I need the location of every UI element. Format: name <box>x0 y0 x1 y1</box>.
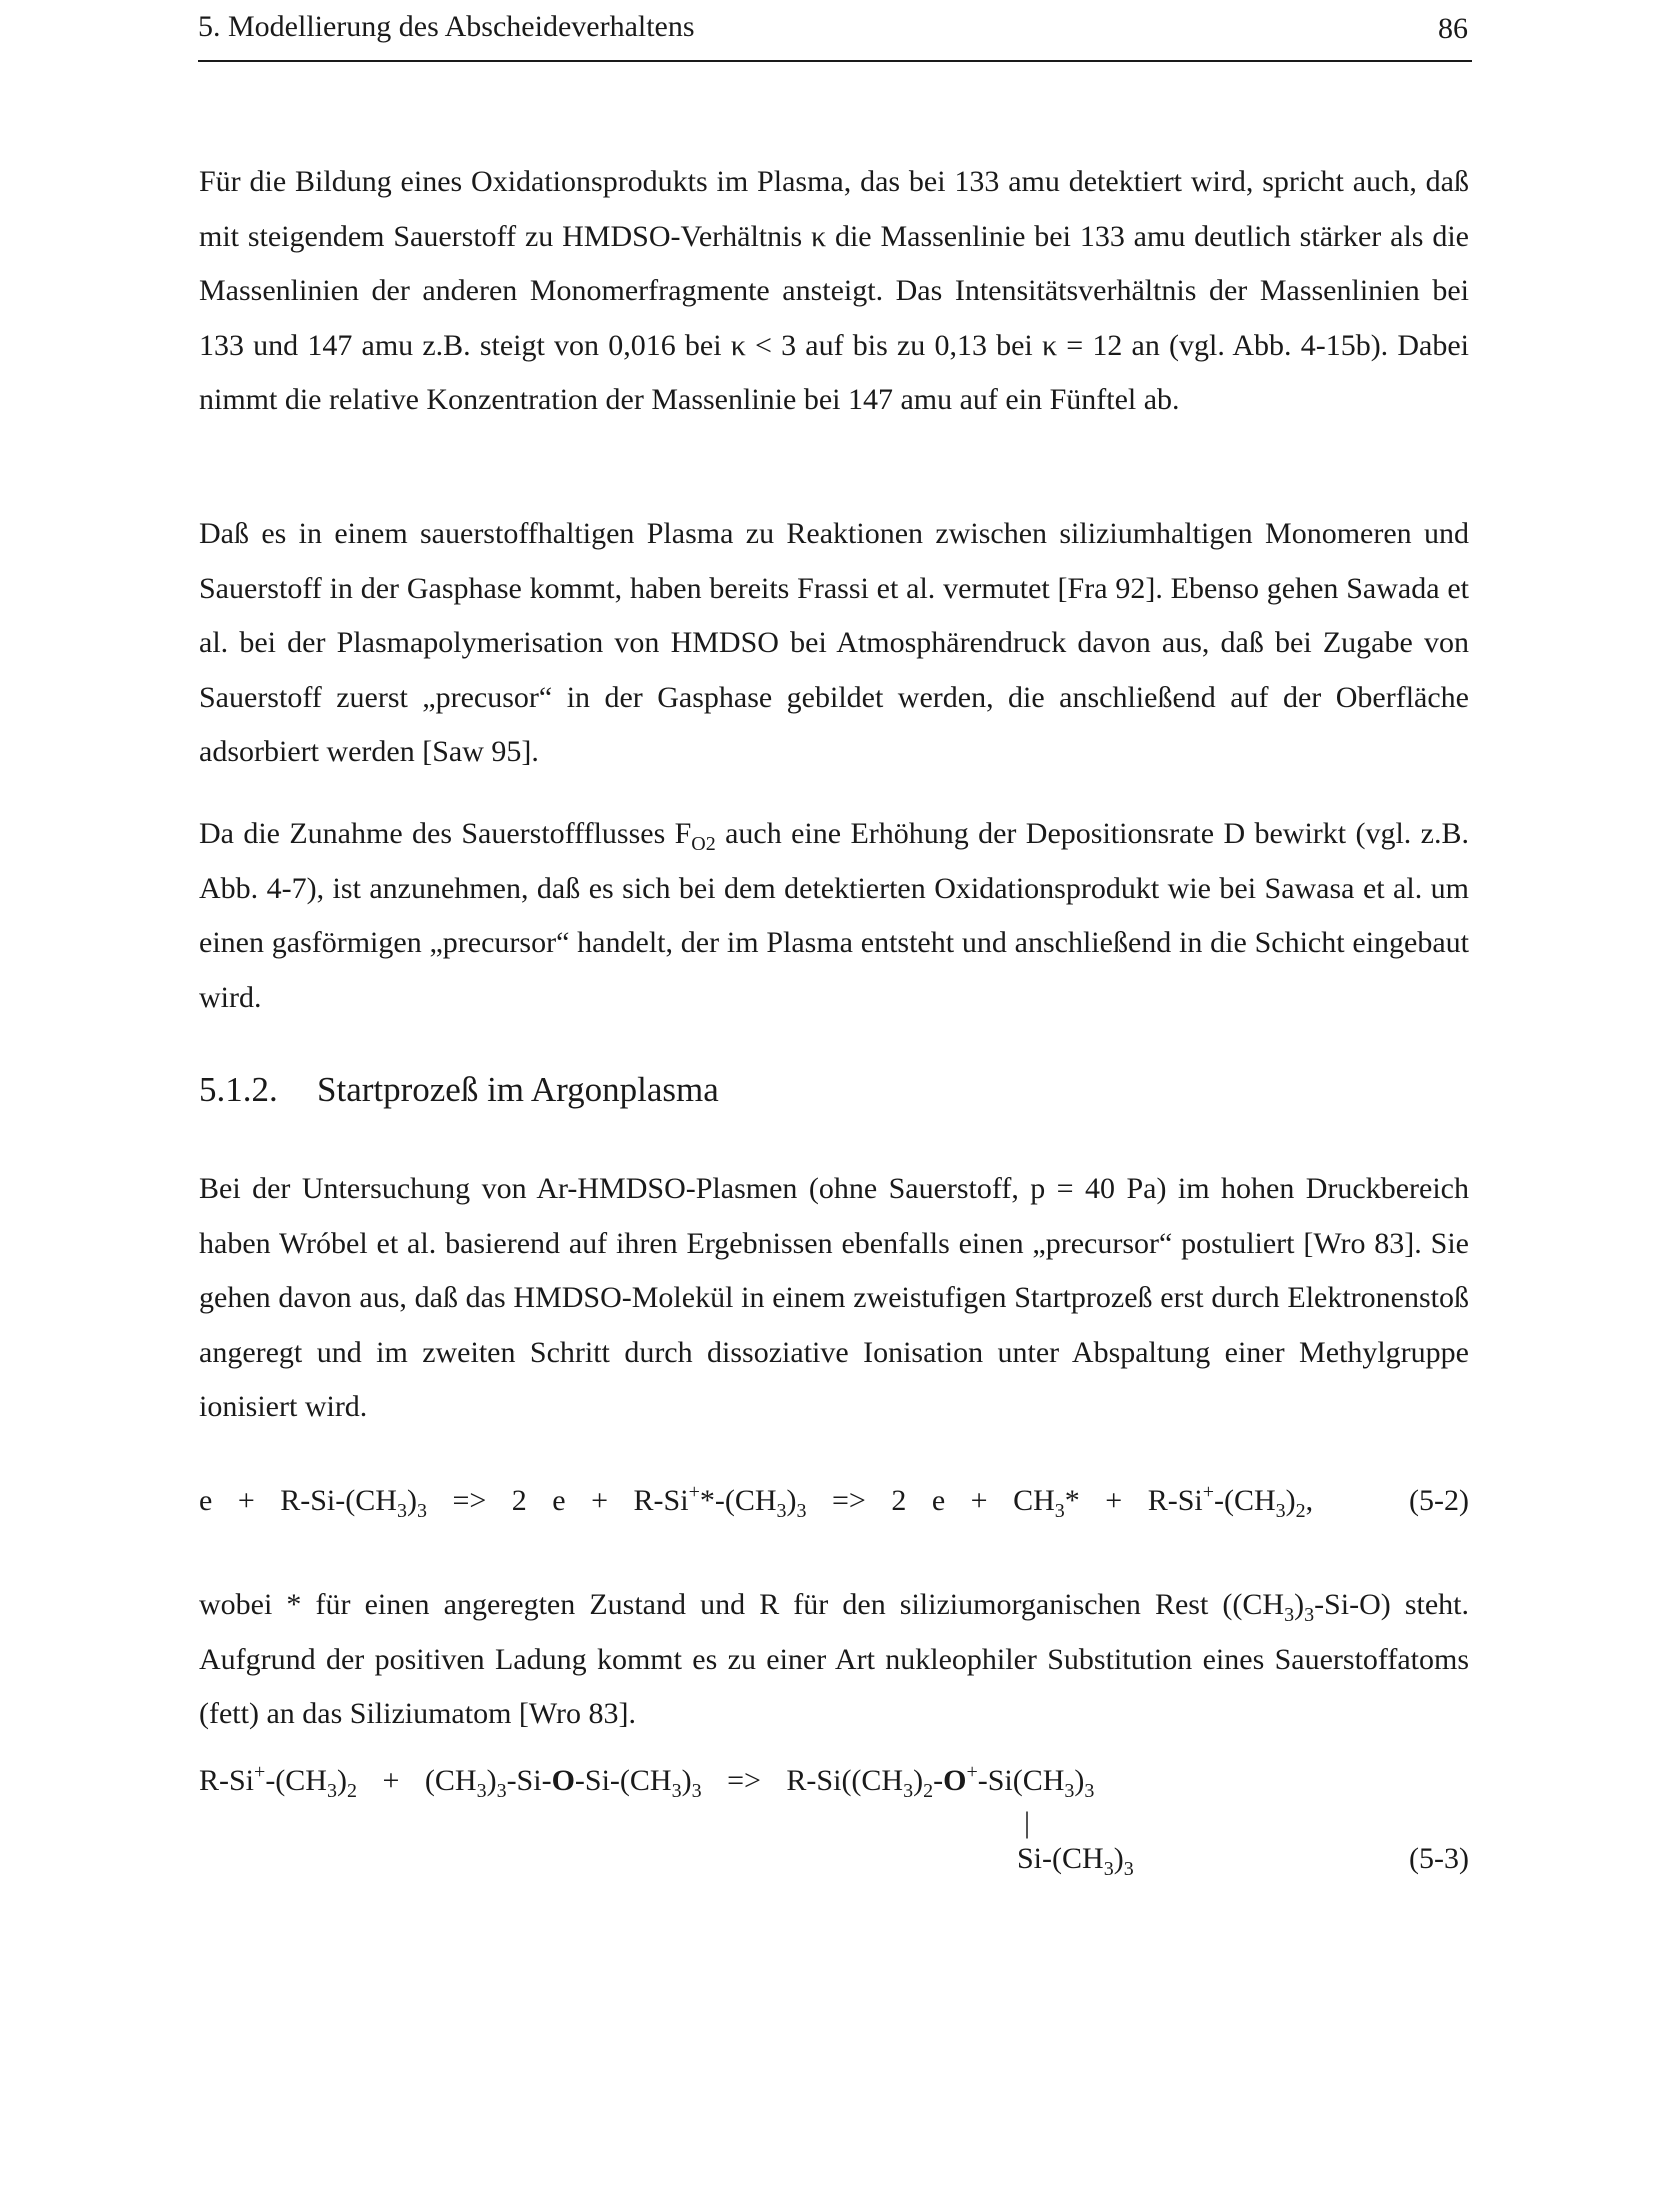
paragraph-3-text-b: auch eine Erhöhung der Depositionsrate D bewirkt (vgl. z.B. Abb. 4-7), ist anzunehmen, daß es sich bei dem detektierten Oxidationsprodukt wie bei Sawasa et al. um einen gasförmigen „precursor“ handelt, der im Plasma entsteht und anschließend in die Schicht eingebaut wird. <box>199 817 1469 1014</box>
paragraph-3-subscript: O2 <box>691 833 716 855</box>
equation-5-3: $R-Si^+-(CH_3)_2 + (CH_3)_3-Si-O-Si-(CH_3)_3 => R-Si((CH_3)_2-O^+-Si(CH_3)_3$ <box>199 1761 1095 1802</box>
paragraph-5 <box>199 1578 1469 1742</box>
chapter-title: 5. Modellierung des Abscheideverhaltens <box>198 10 695 43</box>
section-number: 5.1.2. <box>199 1070 278 1109</box>
equation-5-3-label: (5-3) <box>1409 1842 1469 1875</box>
equation-5-3-branch: $Si-(CH_3)_3$ <box>1017 1842 1134 1880</box>
paragraph-4: Bei der Untersuchung von Ar-HMDSO-Plasmen (ohne Sauerstoff, p = 40 Pa) im hohen Druckbereich haben Wróbel et al. basierend auf ihren Ergebnissen ebenfalls einen „precursor“ postuliert [Wro 83]. Sie gehen davon aus, daß das HMDSO-Molekül in einem zweistufigen Startprozeß erst durch Elektronenstoß angeregt und im zweiten Schritt durch dissoziative Ionisation unter Abspaltung einer Methylgruppe ionisiert wird. <box>199 1172 1469 1423</box>
page-header <box>198 10 1472 62</box>
section-title: Startprozeß im Argonplasma <box>317 1070 719 1109</box>
section-heading <box>199 1070 719 1110</box>
paragraph-3 <box>199 807 1469 1025</box>
equation-5-3-bond: | <box>1024 1806 1031 1839</box>
paragraph-3-text-a: Da die Zunahme des Sauerstoffflusses F <box>199 817 692 850</box>
paragraph-1: Für die Bildung eines Oxidationsprodukts im Plasma, das bei 133 amu detektiert wird, spricht auch, daß mit steigendem Sauerstoff zu HMDSO-Verhältnis κ die Massenlinie bei 133 amu deutlich stärker als die Massenlinien der anderen Monomerfragmente ansteigt. Das Intensitätsverhältnis der Massenlinien bei 133 und 147 amu z.B. steigt von 0,016 bei κ < 3 auf bis zu 0,13 bei κ = 12 an (vgl. Abb. 4-15b). Dabei nimmt die relative Konzentration der Massenlinie bei 147 amu auf ein Fünftel ab. <box>199 165 1469 416</box>
equation-5-2-label: (5-2) <box>1409 1484 1469 1517</box>
paragraph-5-text-a: wobei * für einen angeregten Zustand und R für den siliziumorganischen Rest ((CH <box>199 1588 1285 1621</box>
paragraph-2: Daß es in einem sauerstoffhaltigen Plasma zu Reaktionen zwischen siliziumhaltigen Monomeren und Sauerstoff in der Gasphase kommt, haben bereits Frassi et al. vermutet [Fra 92]. Ebenso gehen Sawada et al. bei der Plasmapolymerisation von HMDSO bei Atmosphärendruck davon aus, daß bei Zugabe von Sauerstoff zuerst „precusor“ in der Gasphase gebildet werden, die anschließend auf der Oberfläche adsorbiert werden [Saw 95]. <box>199 517 1469 768</box>
paragraph-5-sub-1: 3 <box>1284 1604 1295 1626</box>
paragraph-5-sub-2: 3 <box>1304 1604 1315 1626</box>
page-number: 86 <box>1438 12 1468 45</box>
equation-5-3-branch-text: Si-(CH <box>1017 1842 1104 1875</box>
paragraph-5-text-c: -Si-O) steht. Aufgrund der positiven Ladung kommt es zu einer Art nukleophiler Substitution eines Sauerstoffatoms (fett) an das Siliziumatom [Wro 83]. <box>199 1588 1469 1730</box>
equation-5-2: $e + R-Si-(CH_3)_3 => 2$ $e + R-Si^+*-(CH_3)_3 => 2$ $e + CH_3* + R-Si^+-(CH_3)_2$, <box>199 1481 1314 1522</box>
paragraph-5-text-b: ) <box>1294 1588 1305 1621</box>
